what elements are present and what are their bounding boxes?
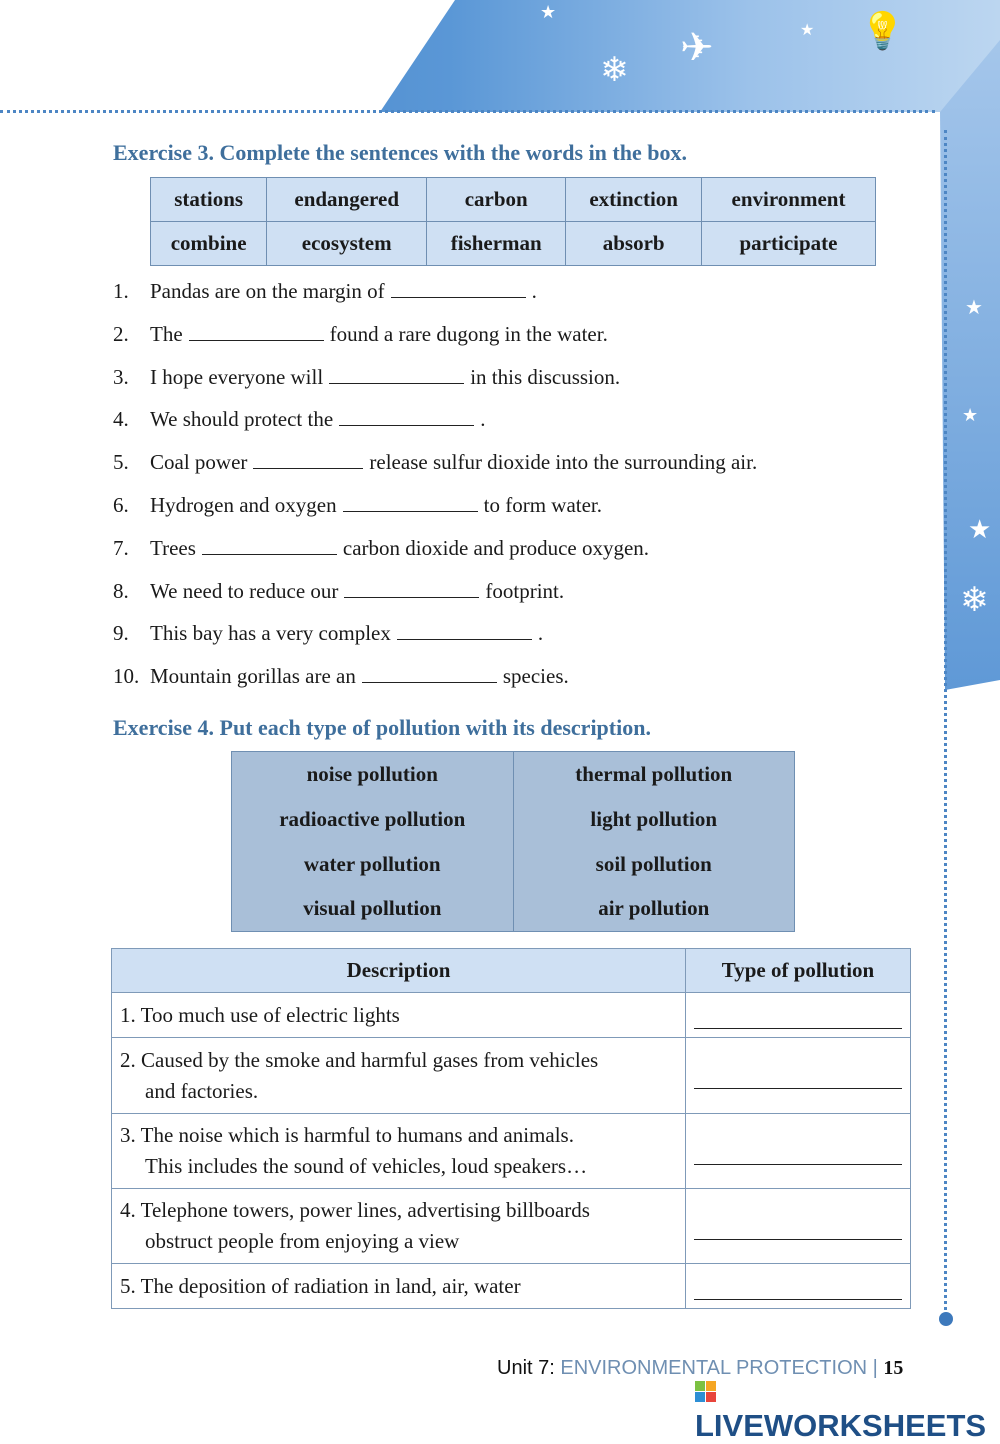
sentence-item: [113, 365, 620, 390]
sentence-number: 7.: [113, 535, 129, 560]
answer-cell[interactable]: [686, 1264, 911, 1309]
star-icon: ★: [800, 20, 815, 39]
sentence-after: to form water.: [483, 493, 603, 517]
sentence-before: I hope everyone will: [150, 364, 324, 389]
description-row: [112, 1038, 911, 1114]
description-cell: [112, 1189, 686, 1264]
sentence-before: Hydrogen and oxygen: [150, 493, 337, 517]
sentence-item: [113, 407, 485, 432]
unit-label: Unit 7:: [497, 1357, 555, 1379]
snowflake-icon: ❄: [600, 50, 629, 90]
sentence-after: in this discussion.: [470, 364, 621, 389]
pollution-type[interactable]: soil pollution: [513, 842, 795, 887]
pollution-type[interactable]: visual pollution: [232, 887, 514, 932]
dotted-border-top: [0, 110, 935, 113]
pollution-type[interactable]: water pollution: [232, 842, 514, 887]
sentence-after: species.: [502, 664, 569, 689]
word-box: [150, 177, 876, 266]
pollution-type[interactable]: light pollution: [513, 797, 795, 842]
footer-separator: |: [872, 1357, 878, 1379]
answer-blank[interactable]: [344, 580, 479, 598]
description-cell: [112, 993, 686, 1038]
answer-blank[interactable]: [397, 622, 532, 640]
exercise-3-title: Exercise 3. Complete the sentences with the words in the box.: [113, 140, 687, 165]
sentence-number: 2.: [113, 321, 129, 346]
sentence-before: We should protect the: [150, 407, 334, 432]
description-line: 3. The noise which is harmful to humans and animals.: [120, 1123, 574, 1147]
description-row: [112, 1264, 911, 1309]
sentence-item: [113, 621, 543, 646]
sentence-before: This bay has a very complex: [150, 621, 391, 646]
sentence-after: release sulfur dioxide into the surrounding air.: [369, 450, 758, 475]
description-line: obstruct people from enjoying a view: [145, 1229, 460, 1253]
pollution-type-row: [232, 752, 795, 797]
sentence-after: found a rare dugong in the water.: [329, 321, 608, 346]
word-cell: fisherman: [427, 222, 566, 266]
sentence-item: [113, 322, 608, 347]
word-cell: participate: [702, 222, 876, 266]
sentence-item: [113, 493, 602, 518]
sentence-before: The: [150, 321, 183, 346]
description-line: 1. Too much use of electric lights: [120, 1002, 400, 1027]
answer-cell[interactable]: [686, 1038, 911, 1114]
word-cell: endangered: [267, 178, 427, 222]
exercise-4-title: Exercise 4. Put each type of pollution with its description.: [113, 715, 651, 740]
word-cell: absorb: [566, 222, 702, 266]
unit-title: ENVIRONMENTAL PROTECTION: [560, 1357, 868, 1379]
answer-blank[interactable]: [189, 323, 324, 341]
liveworksheets-logo-icon: [695, 1381, 716, 1402]
pollution-type-row: [232, 797, 795, 842]
star-icon: ★: [540, 2, 557, 23]
paper-plane-icon: ✈: [680, 25, 714, 71]
sentence-before: Coal power: [150, 450, 248, 475]
word-cell: ecosystem: [267, 222, 427, 266]
sentence-number: 9.: [113, 621, 129, 646]
lightbulb-icon: 💡: [860, 11, 905, 52]
answer-blank[interactable]: [694, 1028, 902, 1029]
dotted-border-end: [939, 1312, 953, 1326]
word-cell: carbon: [427, 178, 566, 222]
description-line: 5. The deposition of radiation in land, air, water: [120, 1273, 521, 1298]
word-cell: combine: [151, 222, 267, 266]
pollution-type[interactable]: thermal pollution: [513, 752, 795, 797]
sentence-item: [113, 664, 569, 689]
description-cell: [112, 1114, 686, 1189]
word-row: [151, 222, 876, 266]
word-cell: stations: [151, 178, 267, 222]
answer-blank[interactable]: [391, 280, 526, 298]
watermark-text: LIVEWORKSHEETS: [695, 1408, 987, 1443]
sentence-number: 1.: [113, 279, 129, 303]
sentence-after: carbon dioxide and produce oxygen.: [342, 535, 650, 560]
sentence-number: 4.: [113, 407, 129, 432]
pollution-type-row: [232, 842, 795, 887]
sentence-number: 3.: [113, 364, 129, 389]
sentence-item: [113, 579, 564, 604]
snowflake-icon: ❄: [960, 580, 989, 620]
pollution-type[interactable]: noise pollution: [232, 752, 514, 797]
sentence-after: .: [537, 621, 544, 646]
description-row: [112, 993, 911, 1038]
word-cell: extinction: [566, 178, 702, 222]
sentence-before: Trees: [150, 535, 196, 560]
pollution-type-row: [232, 887, 795, 932]
sentence-after: .: [531, 279, 537, 303]
sentence-before: Mountain gorillas are an: [150, 664, 356, 689]
answer-blank[interactable]: [339, 408, 474, 426]
answer-blank[interactable]: [694, 1299, 902, 1300]
word-row: [151, 178, 876, 222]
description-line: 4. Telephone towers, power lines, advertising billboards: [120, 1198, 590, 1222]
sentence-item: [113, 536, 649, 561]
description-line: This includes the sound of vehicles, loud speakers…: [145, 1154, 588, 1178]
star-icon: ★: [968, 515, 992, 545]
answer-blank[interactable]: [329, 366, 464, 384]
description-table: [111, 948, 911, 1309]
answer-blank[interactable]: [202, 537, 337, 555]
word-cell: environment: [702, 178, 876, 222]
answer-blank[interactable]: [694, 1088, 902, 1089]
sentence-item: [113, 279, 537, 304]
answer-blank[interactable]: [694, 1164, 902, 1165]
sentence-before: We need to reduce our: [150, 578, 339, 603]
sentence-number: 8.: [113, 578, 129, 603]
description-cell: [112, 1264, 686, 1309]
answer-cell[interactable]: [686, 993, 911, 1038]
star-icon: ★: [965, 295, 983, 319]
page-number: 15: [883, 1357, 904, 1379]
pollution-type[interactable]: air pollution: [513, 887, 795, 932]
sentence-number: 6.: [113, 493, 129, 517]
answer-cell[interactable]: [686, 1114, 911, 1189]
description-line: 2. Caused by the smoke and harmful gases from vehicles: [120, 1047, 599, 1072]
column-header-type: Type of pollution: [686, 949, 911, 993]
sentence-number: 10.: [113, 664, 140, 689]
answer-blank[interactable]: [343, 494, 478, 512]
description-row: [112, 1114, 911, 1189]
description-row: [112, 1189, 911, 1264]
answer-blank[interactable]: [694, 1239, 902, 1240]
sentence-after: footprint.: [485, 578, 565, 603]
column-header-description: Description: [112, 949, 686, 993]
sentence-number: 5.: [113, 450, 129, 475]
star-icon: ★: [962, 405, 979, 426]
sentence-item: [113, 450, 757, 475]
liveworksheets-watermark: [695, 1372, 1000, 1444]
sentence-before: Pandas are on the margin of: [150, 279, 385, 303]
answer-blank[interactable]: [253, 451, 363, 469]
answer-blank[interactable]: [362, 665, 497, 683]
description-cell: [112, 1038, 686, 1114]
sentence-after: .: [480, 407, 486, 432]
header-banner: [0, 0, 1000, 112]
pollution-type[interactable]: radioactive pollution: [232, 797, 514, 842]
description-line: and factories.: [145, 1078, 259, 1103]
answer-cell[interactable]: [686, 1189, 911, 1264]
pollution-types-box: [231, 751, 795, 932]
dotted-border-right: [944, 130, 947, 1310]
